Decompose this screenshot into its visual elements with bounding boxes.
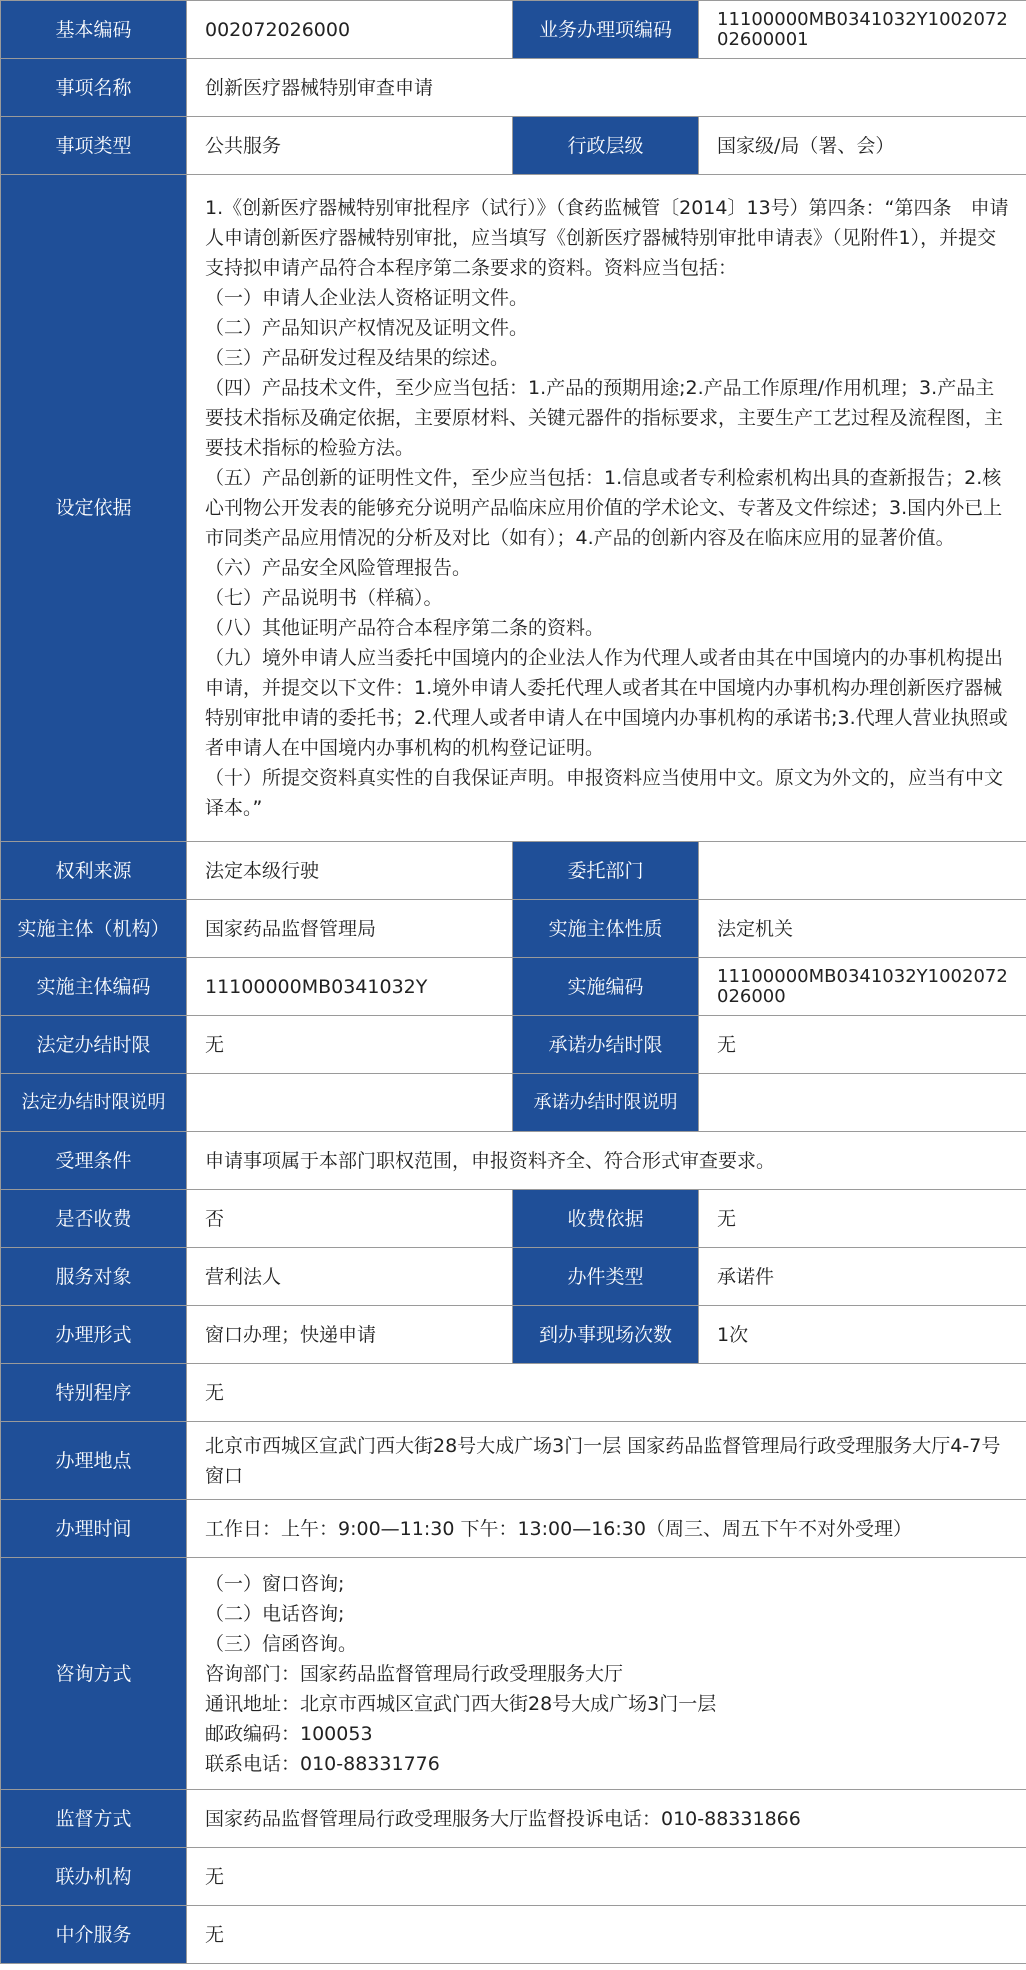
consult-line: 邮政编码：100053 <box>205 1722 373 1745</box>
value-handling-form: 窗口办理；快递申请 <box>187 1306 513 1364</box>
label-entrusting-dept: 委托部门 <box>513 842 699 900</box>
label-handling-form: 办理形式 <box>1 1306 187 1364</box>
basis-paragraph: （四）产品技术文件，至少应当包括：1.产品的预期用途;2.产品工作原理/作用机理；3.产品主要技术指标及确定依据，主要原材料、关键元器件的指标要求，主要生产工艺过程及流程图，主要技术指标的检验方法。 <box>205 377 1004 459</box>
label-admin-level: 行政层级 <box>513 117 699 175</box>
value-admin-level: 国家级/局（署、会） <box>699 117 1026 175</box>
value-entrusting-dept <box>699 842 1026 900</box>
value-item-name: 创新医疗器械特别审查申请 <box>187 59 1026 117</box>
value-fee-basis: 无 <box>699 1190 1026 1248</box>
basis-paragraph: （三）产品研发过程及结果的综述。 <box>205 347 510 369</box>
value-implementation-code: 11100000MB0341032Y1002072026000 <box>699 958 1026 1016</box>
value-case-type: 承诺件 <box>699 1248 1026 1306</box>
consult-line: （三）信函咨询。 <box>205 1632 358 1655</box>
basis-paragraph: （十）所提交资料真实性的自我保证声明。申报资料应当使用中文。原文为外文的，应当有中文译本。” <box>205 767 1004 819</box>
label-office-hours: 办理时间 <box>1 1500 187 1558</box>
label-item-type: 事项类型 <box>1 117 187 175</box>
label-legal-time-limit-note: 法定办结时限说明 <box>1 1074 187 1132</box>
row-location <box>1 1422 1026 1500</box>
value-office-hours: 工作日：上午：9:00—11:30 下午：13:00—16:30（周三、周五下午不对外受理） <box>187 1500 1026 1558</box>
label-body-code: 实施主体编码 <box>1 958 187 1016</box>
label-implementation-code: 实施编码 <box>513 958 699 1016</box>
consult-line: （一）窗口咨询; <box>205 1572 345 1595</box>
value-body-nature: 法定机关 <box>699 900 1026 958</box>
label-supervision: 监督方式 <box>1 1790 187 1848</box>
row-basic-code <box>1 1 1026 59</box>
value-legal-time-limit: 无 <box>187 1016 513 1074</box>
value-basic-code: 002072026000 <box>187 1 513 59</box>
basis-paragraph: （五）产品创新的证明性文件，至少应当包括：1.信息或者专利检索机构出具的查新报告；2.核心刊物公开发表的能够充分说明产品临床应用价值的学术论文、专著及文件综述；3.国内外已上市同类产品应用情况的分析及对比（如有）；4.产品的创新内容及在临床应用的显著价值。 <box>205 467 1003 549</box>
label-fee: 是否收费 <box>1 1190 187 1248</box>
label-promised-time-limit-note: 承诺办结时限说明 <box>513 1074 699 1132</box>
basis-paragraph: 1.《创新医疗器械特别审批程序（试行）》（食药监械管〔2014〕13号）第四条：“第四条 申请人申请创新医疗器械特别审批，应当填写《创新医疗器械特别审批申请表》（见附件1），并提交支持拟申请产品符合本程序第二条要求的资料。资料应当包括： <box>205 197 1009 279</box>
label-legal-time-limit: 法定办结时限 <box>1 1016 187 1074</box>
row-rights-source <box>1 842 1026 900</box>
value-business-item-code: 11100000MB0341032Y100207202600001 <box>699 1 1026 59</box>
value-body-code: 11100000MB0341032Y <box>187 958 513 1016</box>
value-fee: 否 <box>187 1190 513 1248</box>
label-visit-count: 到办事现场次数 <box>513 1306 699 1364</box>
label-implementing-body: 实施主体（机构） <box>1 900 187 958</box>
label-service-target: 服务对象 <box>1 1248 187 1306</box>
value-special-procedure: 无 <box>187 1364 1026 1422</box>
label-legal-basis: 设定依据 <box>1 175 187 842</box>
label-rights-source: 权利来源 <box>1 842 187 900</box>
row-time-limit <box>1 1016 1026 1074</box>
label-item-name: 事项名称 <box>1 59 187 117</box>
row-legal-basis <box>1 175 1026 842</box>
label-intermediary-service: 中介服务 <box>1 1906 187 1964</box>
row-supervision <box>1 1790 1026 1848</box>
label-joint-agency: 联办机构 <box>1 1848 187 1906</box>
label-location: 办理地点 <box>1 1422 187 1500</box>
row-time-limit-note <box>1 1074 1026 1132</box>
value-intermediary-service: 无 <box>187 1906 1026 1964</box>
row-intermediary-service <box>1 1906 1026 1964</box>
label-fee-basis: 收费依据 <box>513 1190 699 1248</box>
value-item-type: 公共服务 <box>187 117 513 175</box>
consult-line: （二）电话咨询; <box>205 1602 345 1625</box>
row-implementing-body <box>1 900 1026 958</box>
basis-paragraph: （九）境外申请人应当委托中国境内的企业法人作为代理人或者由其在中国境内的办事机构提出申请，并提交以下文件：1.境外申请人委托代理人或者其在中国境内办事机构办理创新医疗器械特别审批申请的委托书；2.代理人或者申请人在中国境内办事机构的承诺书;3.代理人营业执照或者申请人在中国境内办事机构的机构登记证明。 <box>205 647 1008 759</box>
basis-paragraph: （一）申请人企业法人资格证明文件。 <box>205 287 529 309</box>
value-rights-source: 法定本级行驶 <box>187 842 513 900</box>
consult-line: 联系电话：010-88331776 <box>205 1752 440 1775</box>
row-consultation <box>1 1558 1026 1790</box>
row-item-type <box>1 117 1026 175</box>
label-body-nature: 实施主体性质 <box>513 900 699 958</box>
row-joint-agency <box>1 1848 1026 1906</box>
row-fee <box>1 1190 1026 1248</box>
value-promised-time-limit: 无 <box>699 1016 1026 1074</box>
basis-paragraph: （七）产品说明书（样稿）。 <box>205 587 443 609</box>
row-item-name <box>1 59 1026 117</box>
value-legal-time-limit-note <box>187 1074 513 1132</box>
label-case-type: 办件类型 <box>513 1248 699 1306</box>
row-special-procedure <box>1 1364 1026 1422</box>
basis-paragraph: （八）其他证明产品符合本程序第二条的资料。 <box>205 617 605 639</box>
value-visit-count: 1次 <box>699 1306 1026 1364</box>
label-business-item-code: 业务办理项编码 <box>513 1 699 59</box>
value-legal-basis <box>187 175 1026 842</box>
value-acceptance-conditions: 申请事项属于本部门职权范围，申报资料齐全、符合形式审查要求。 <box>187 1132 1026 1190</box>
basis-paragraph: （六）产品安全风险管理报告。 <box>205 557 472 579</box>
row-handling-form <box>1 1306 1026 1364</box>
basis-paragraph: （二）产品知识产权情况及证明文件。 <box>205 317 529 339</box>
value-consultation <box>187 1558 1026 1790</box>
label-promised-time-limit: 承诺办结时限 <box>513 1016 699 1074</box>
row-office-hours <box>1 1500 1026 1558</box>
label-consultation: 咨询方式 <box>1 1558 187 1790</box>
value-service-target: 营利法人 <box>187 1248 513 1306</box>
label-basic-code: 基本编码 <box>1 1 187 59</box>
value-implementing-body: 国家药品监督管理局 <box>187 900 513 958</box>
label-acceptance-conditions: 受理条件 <box>1 1132 187 1190</box>
row-body-code <box>1 958 1026 1016</box>
value-supervision: 国家药品监督管理局行政受理服务大厅监督投诉电话：010-88331866 <box>187 1790 1026 1848</box>
row-acceptance-conditions <box>1 1132 1026 1190</box>
value-location: 北京市西城区宣武门西大街28号大成广场3门一层 国家药品监督管理局行政受理服务大厅4-7号窗口 <box>187 1422 1026 1500</box>
value-promised-time-limit-note <box>699 1074 1026 1132</box>
consult-line: 咨询部门：国家药品监督管理局行政受理服务大厅 <box>205 1662 624 1685</box>
consult-line: 通讯地址：北京市西城区宣武门西大街28号大成广场3门一层 <box>205 1692 717 1715</box>
label-special-procedure: 特别程序 <box>1 1364 187 1422</box>
row-service-target <box>1 1248 1026 1306</box>
value-joint-agency: 无 <box>187 1848 1026 1906</box>
